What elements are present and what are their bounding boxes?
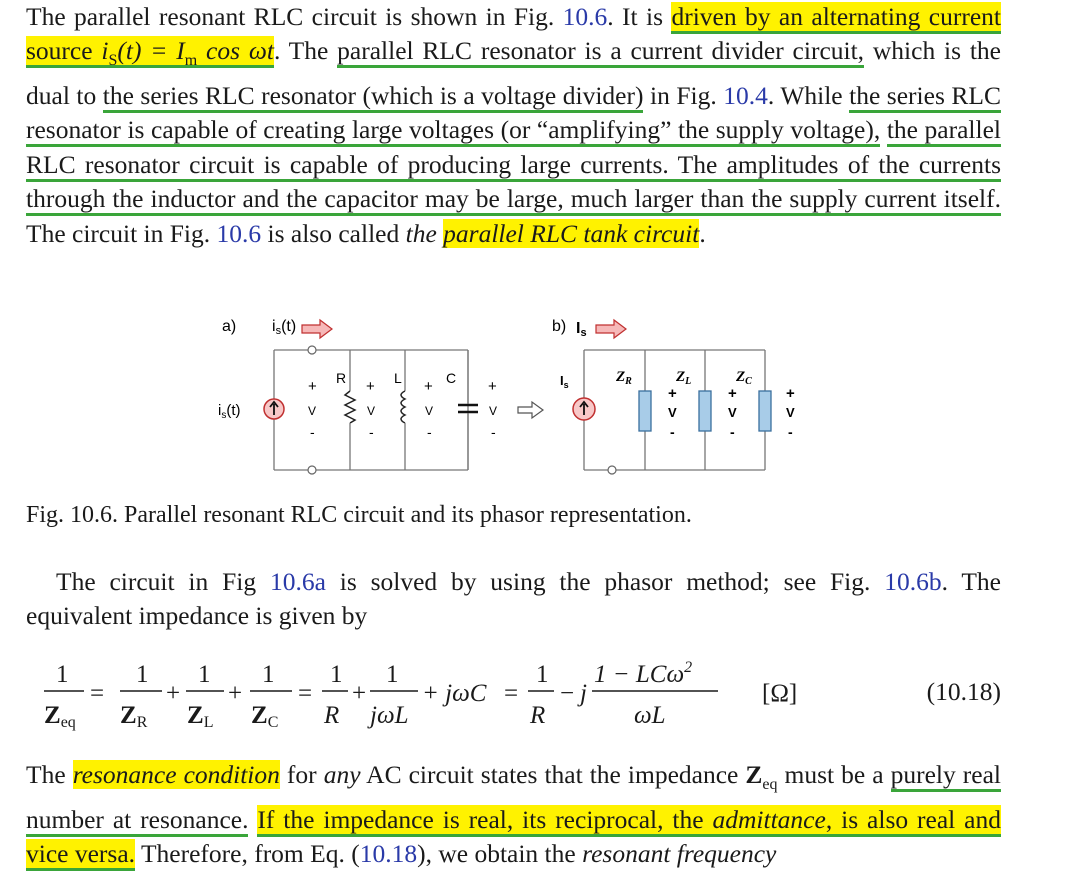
svg-text:-: - xyxy=(369,424,374,440)
svg-text:1: 1 xyxy=(198,661,211,688)
is-t-top-label: is(t) xyxy=(272,318,297,337)
svg-text:Zeq: Zeq xyxy=(44,702,76,731)
text: which is the dual to xyxy=(26,36,1001,110)
svg-text:−: − xyxy=(560,680,575,707)
underline-large-currents: the parallel RLC resonator circuit is capable of producing large currents. The amplitudes of the currents through the inductor and the capacitor may be large, much larger than the supply current itself. xyxy=(26,115,1001,216)
svg-text:+: + xyxy=(488,378,497,395)
svg-text:=: = xyxy=(504,680,519,707)
eq-ref-link[interactable]: 10.18 xyxy=(359,838,418,868)
svg-text:V: V xyxy=(728,405,737,420)
fig-ref-link[interactable]: 10.6 xyxy=(216,218,262,248)
text: . It is xyxy=(607,2,672,31)
svg-text:j: j xyxy=(580,680,587,707)
svg-text:+: + xyxy=(786,385,795,402)
svg-text:Is: $I_s$ xyxy=(560,373,569,390)
svg-text:V: V xyxy=(367,404,376,418)
svg-text:V: V xyxy=(668,405,677,420)
svg-text:=: = xyxy=(298,680,313,707)
svg-text:-: - xyxy=(788,424,793,440)
panel-a-label: a) xyxy=(222,318,237,335)
paragraph-3: The resonance condition for any AC circuit states that the impedance $Z_{eq}$ must be a purely real number at resonance. If the impedance is real, its reciprocal, the admittance, is also real and vice versa. Therefore, from Eq. (10.18), we obtain the resonant frequency xyxy=(26,758,1001,871)
text: The parallel resonant RLC circuit is shown in Fig. xyxy=(26,2,563,31)
underline-series: the series RLC resonator (which is a voltage divider) xyxy=(103,81,644,113)
svg-text:-: - xyxy=(491,424,496,440)
impedance-ZC-icon xyxy=(759,391,771,431)
highlight-admittance: If the impedance is real, its reciprocal, the admittance, is also real and vice versa. xyxy=(26,805,1001,871)
svg-text:ZC: $Z_C$ xyxy=(736,369,752,387)
text: The circuit in Fig. xyxy=(26,218,217,248)
transform-arrow-icon xyxy=(518,402,543,418)
equation-formula xyxy=(26,655,826,735)
impedance-ZR-icon xyxy=(639,391,651,431)
fig-ref-link[interactable]: 10.4 xyxy=(723,80,768,110)
figure-10-6 xyxy=(200,305,820,485)
inductor-icon xyxy=(401,391,405,423)
impedance-ZL-icon xyxy=(699,391,711,431)
svg-text:+: + xyxy=(308,378,317,395)
svg-text:+: + xyxy=(352,680,367,707)
svg-text:ZR: ZR xyxy=(120,702,148,731)
equation-number: (10.18) xyxy=(926,677,1001,706)
svg-text:ZR: $Z_R$ xyxy=(616,369,632,387)
svg-text:1: 1 xyxy=(330,661,343,688)
svg-text:V: V xyxy=(425,404,434,418)
svg-text:+: + xyxy=(668,385,677,402)
svg-text:L: L xyxy=(394,370,402,386)
highlight-resonance-condition: resonance condition xyxy=(72,760,280,789)
svg-text:V: V xyxy=(786,405,795,420)
svg-text:[Ω]: [Ω] xyxy=(762,680,798,707)
text: . The xyxy=(273,36,338,66)
svg-text:1: 1 xyxy=(136,661,149,688)
svg-text:+ jωC: + jωC xyxy=(422,680,487,707)
fig-ref-link[interactable]: 10.6b xyxy=(884,567,942,596)
highlight-driven: driven by an alternating current source $i_S(t) = I_m$ cos ωt xyxy=(26,2,1002,70)
svg-text:1: 1 xyxy=(56,661,69,688)
svg-text:+: + xyxy=(366,378,375,395)
circuit-diagram xyxy=(200,305,820,485)
svg-text:ZL: $Z_L$ xyxy=(676,369,692,387)
svg-text:V: V xyxy=(308,404,317,418)
fig-ref-link[interactable]: 10.6 xyxy=(562,2,608,31)
highlight-tank-circuit: parallel RLC tank circuit xyxy=(443,218,700,248)
figure-caption: Fig. 10.6. Parallel resonant RLC circuit and its phasor representation. xyxy=(26,502,692,528)
svg-text:-: - xyxy=(427,424,432,440)
svg-text:=: = xyxy=(90,680,105,707)
current-arrow-icon xyxy=(302,320,332,338)
Zeq-bold: $Z_{eq}$ xyxy=(745,760,778,794)
svg-text:1 − LCω2: 1 − LCω$^2$ xyxy=(594,659,693,688)
underline-large-voltages: the series RLC resonator is capable of creating large voltages (or “amplifying” the supply voltage), xyxy=(26,81,1001,147)
underline-current-divider: parallel RLC resonator is a current divider circuit, xyxy=(337,36,864,68)
text: . While xyxy=(767,80,850,110)
underline-purely-real: purely real number at resonance. xyxy=(26,760,1001,837)
svg-text:R: R xyxy=(336,370,347,386)
panel-b-label: b) xyxy=(552,318,567,335)
svg-text:ZC: ZC xyxy=(251,702,279,731)
svg-text:ZL: ZL xyxy=(187,702,214,731)
svg-text:R: R xyxy=(324,702,340,729)
paragraph-1: The parallel resonant RLC circuit is shown in Fig. 10.6. It is driven by an alternating current source $i_S(t) = I_m$ cos ωt. The parallel RLC resonator is a current divider circuit, which is the dual to the series RLC resonator (which is a voltage divider) in Fig. 10.4. While the series RLC resonator is capable of creating large voltages (or “amplifying” the supply voltage), the parallel RLC resonator circuit is capable of producing large currents. The amplitudes of the currents through the inductor and the capacitor may be large, much larger than the supply current itself. The circuit in Fig. 10.6 is also called the parallel RLC tank circuit. xyxy=(26,2,1002,248)
svg-text:-: - xyxy=(670,424,675,440)
svg-text:ωL: ωL xyxy=(634,702,666,729)
resistor-icon xyxy=(345,391,355,423)
svg-text:-: - xyxy=(730,424,735,440)
is-t-side-label: $i_s(t)$ xyxy=(218,402,241,421)
svg-text:1: 1 xyxy=(536,661,549,688)
text: is also called xyxy=(261,218,406,248)
text: in Fig. xyxy=(643,80,724,110)
svg-text:+: + xyxy=(166,680,181,707)
svg-text:+: + xyxy=(728,385,737,402)
svg-text:+: + xyxy=(228,680,243,707)
svg-text:R: R xyxy=(530,702,546,729)
svg-text:C: C xyxy=(446,370,457,386)
equation-10-18 xyxy=(26,655,1001,735)
fig-ref-link[interactable]: 10.6a xyxy=(269,567,326,596)
svg-text:1: 1 xyxy=(386,661,399,688)
svg-text:V: V xyxy=(489,404,498,418)
svg-text:jωL: jωL xyxy=(370,702,409,729)
text-italic: the xyxy=(405,218,437,248)
svg-text:+: + xyxy=(424,378,433,395)
paragraph-2: The circuit in Fig 10.6a is solved by using the phasor method; see Fig. 10.6b. The equivalent impedance is given by xyxy=(26,567,1001,631)
Is-top-label: Is xyxy=(576,320,587,339)
svg-text:-: - xyxy=(310,424,315,440)
svg-text:1: 1 xyxy=(262,661,275,688)
current-arrow-icon xyxy=(596,320,626,338)
